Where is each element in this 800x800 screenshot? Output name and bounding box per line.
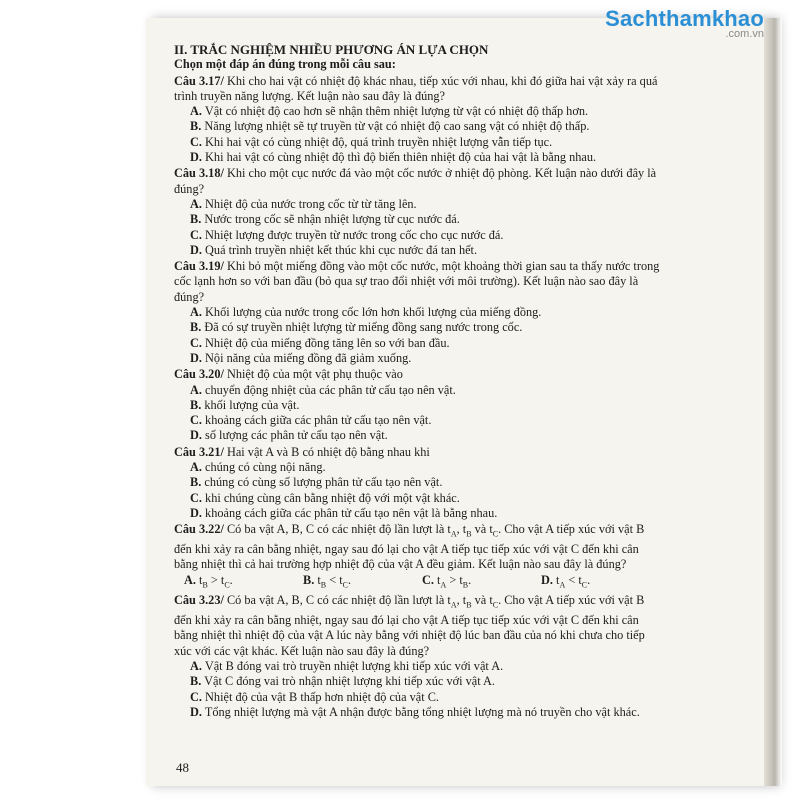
watermark-domain: .com.vn (725, 28, 764, 40)
option-b: B. Nước trong cốc sẽ nhận nhiệt lượng từ cục nước đá. (190, 212, 460, 227)
option-b: B. Năng lượng nhiệt sẽ tự truyền từ vật có nhiệt độ cao sang vật có nhiệt độ thấp. (190, 119, 590, 134)
question-number: Câu 3.22/ (174, 522, 224, 537)
question-item (174, 445, 660, 521)
option-b: B. Đã có sự truyền nhiệt lượng từ miếng đồng sang nước trong cốc. (190, 320, 523, 335)
question-text: Có ba vật A, B, C có các nhiệt độ lần lượt là $t_A$, $t_B$ và $t_C$. Cho vật A tiếp xúc với vật B đến khi xảy ra cân bằng nhiệt, ngay sau đó lại cho vật A tiếp tục tiếp xúc với vật C đến khi cân bằng nhiệt thì nhiệt độ của vật A lúc này bằng với nhiệt độ lúc ban đầu của nó khi chưa cho tiếp xúc với các vật khác. Kết luận nào sau đây là đúng? (174, 593, 645, 658)
option-c: C. khoảng cách giữa các phân tử cấu tạo nên vật. (190, 413, 432, 428)
option-b: B. Vật C đóng vai trò nhận nhiệt lượng khi tiếp xúc với vật A. (190, 674, 495, 689)
option-c: C. Nhiệt độ của vật B thấp hơn nhiệt độ của vật C. (190, 689, 439, 704)
option-c: C. Nhiệt lượng được truyền từ nước trong cốc cho cục nước đá. (190, 227, 504, 242)
question-item (174, 259, 660, 366)
question-text: Khi cho một cục nước đá vào một cốc nước ở nhiệt độ phòng. Kết luận nào dưới đây là đúng? (174, 166, 657, 196)
option-b: B. $t_B < t_C$. (303, 572, 352, 589)
page-content (174, 42, 660, 720)
option-b: B. khối lượng của vật. (190, 397, 300, 412)
option-d: D. Nội năng của miếng đồng đã giảm xuống. (190, 350, 412, 365)
question-number: Câu 3.21/ (174, 444, 224, 459)
question-number: Câu 3.18/ (174, 166, 224, 181)
option-a: A. Nhiệt độ của nước trong cốc từ từ tăng lên. (190, 196, 417, 211)
option-d: D. khoảng cách giữa các phân tử cấu tạo nên vật là bằng nhau. (190, 505, 498, 520)
option-a: A. chuyển động nhiệt của các phân tử cấu tạo nên vật. (190, 382, 456, 397)
question-3-23 (174, 593, 660, 720)
question-text: Khi bỏ một miếng đồng vào một cốc nước, một khoảng thời gian sau ta thấy nước trong cốc lạnh hơn so với ban đầu (bỏ qua sự trao đổi nhiệt với môi trường). Kết luận nào sao đây là đúng? (174, 259, 660, 304)
option-d: D. $t_A < t_C$. (541, 572, 591, 589)
question-list (174, 74, 660, 522)
option-c: C. Khi hai vật có cùng nhiệt độ, quá trình truyền nhiệt lượng vẫn tiếp tục. (190, 134, 553, 149)
question-number: Câu 3.20/ (174, 367, 224, 382)
option-a: A. Vật có nhiệt độ cao hơn sẽ nhận thêm nhiệt lượng từ vật có nhiệt độ thấp hơn. (190, 104, 589, 119)
option-d: D. Khi hai vật có cùng nhiệt độ thì độ biến thiên nhiệt độ của hai vật là bằng nhau. (190, 150, 597, 165)
option-a: A. Vật B đóng vai trò truyền nhiệt lượng khi tiếp xúc với vật A. (190, 658, 504, 673)
question-number: Câu 3.23/ (174, 593, 224, 608)
option-c: C. $t_A > t_B$. (422, 572, 472, 589)
option-c: C. khi chúng cùng cân bằng nhiệt độ với một vật khác. (190, 490, 460, 505)
watermark (605, 6, 764, 40)
page-number: 48 (176, 760, 189, 775)
option-row (174, 573, 660, 593)
option-c: C. Nhiệt độ của miếng đồng tăng lên so với ban đầu. (190, 335, 450, 350)
option-a: A. $t_B > t_C$. (184, 572, 233, 589)
option-d: D. Tổng nhiệt lượng mà vật A nhận được bằng tổng nhiệt lượng mà nó truyền cho vật khác. (190, 704, 640, 719)
option-a: A. chúng có cùng nội năng. (190, 460, 326, 475)
question-text: Hai vật A và B có nhiệt độ bằng nhau khi (226, 444, 430, 459)
section-title: II. TRẮC NGHIỆM NHIỀU PHƯƠNG ÁN LỰA CHỌN (174, 42, 489, 57)
question-text: Nhiệt độ của một vật phụ thuộc vào (226, 367, 403, 382)
option-d: D. số lượng các phân tử cấu tạo nên vật. (190, 428, 388, 443)
question-text: Khi cho hai vật có nhiệt độ khác nhau, tiếp xúc với nhau, khi đó giữa hai vật xảy ra quá trình truyền năng lượng. Kết luận nào sau đây là đúng? (174, 73, 658, 103)
question-item (174, 166, 660, 258)
question-3-22 (174, 522, 660, 592)
page-edge-shadow (764, 18, 782, 786)
option-b: B. chúng có cùng số lượng phân tử cấu tạo nên vật. (190, 475, 443, 490)
question-number: Câu 3.19/ (174, 259, 224, 274)
question-item (174, 74, 660, 166)
option-a: A. Khối lượng của nước trong cốc lớn hơn khối lượng của miếng đồng. (190, 305, 542, 320)
question-item (174, 367, 660, 443)
watermark-brand: Sachthamkhao (605, 6, 764, 31)
question-number: Câu 3.17/ (174, 73, 224, 88)
question-text: Có ba vật A, B, C có các nhiệt độ lần lượt là $t_A$, $t_B$ và $t_C$. Cho vật A tiếp xúc với vật B đến khi xảy ra cân bằng nhiệt, ngay sau đó lại cho vật A tiếp tục tiếp xúc với vật C đến khi cân bằng nhiệt thì cả hai trường hợp nhiệt độ của vật A đều giảm. Kết luận nào sau đây là đúng? (174, 522, 645, 572)
instruction: Chọn một đáp án đúng trong mỗi câu sau: (174, 57, 396, 72)
option-d: D. Quá trình truyền nhiệt kết thúc khi cục nước đá tan hết. (190, 242, 478, 257)
